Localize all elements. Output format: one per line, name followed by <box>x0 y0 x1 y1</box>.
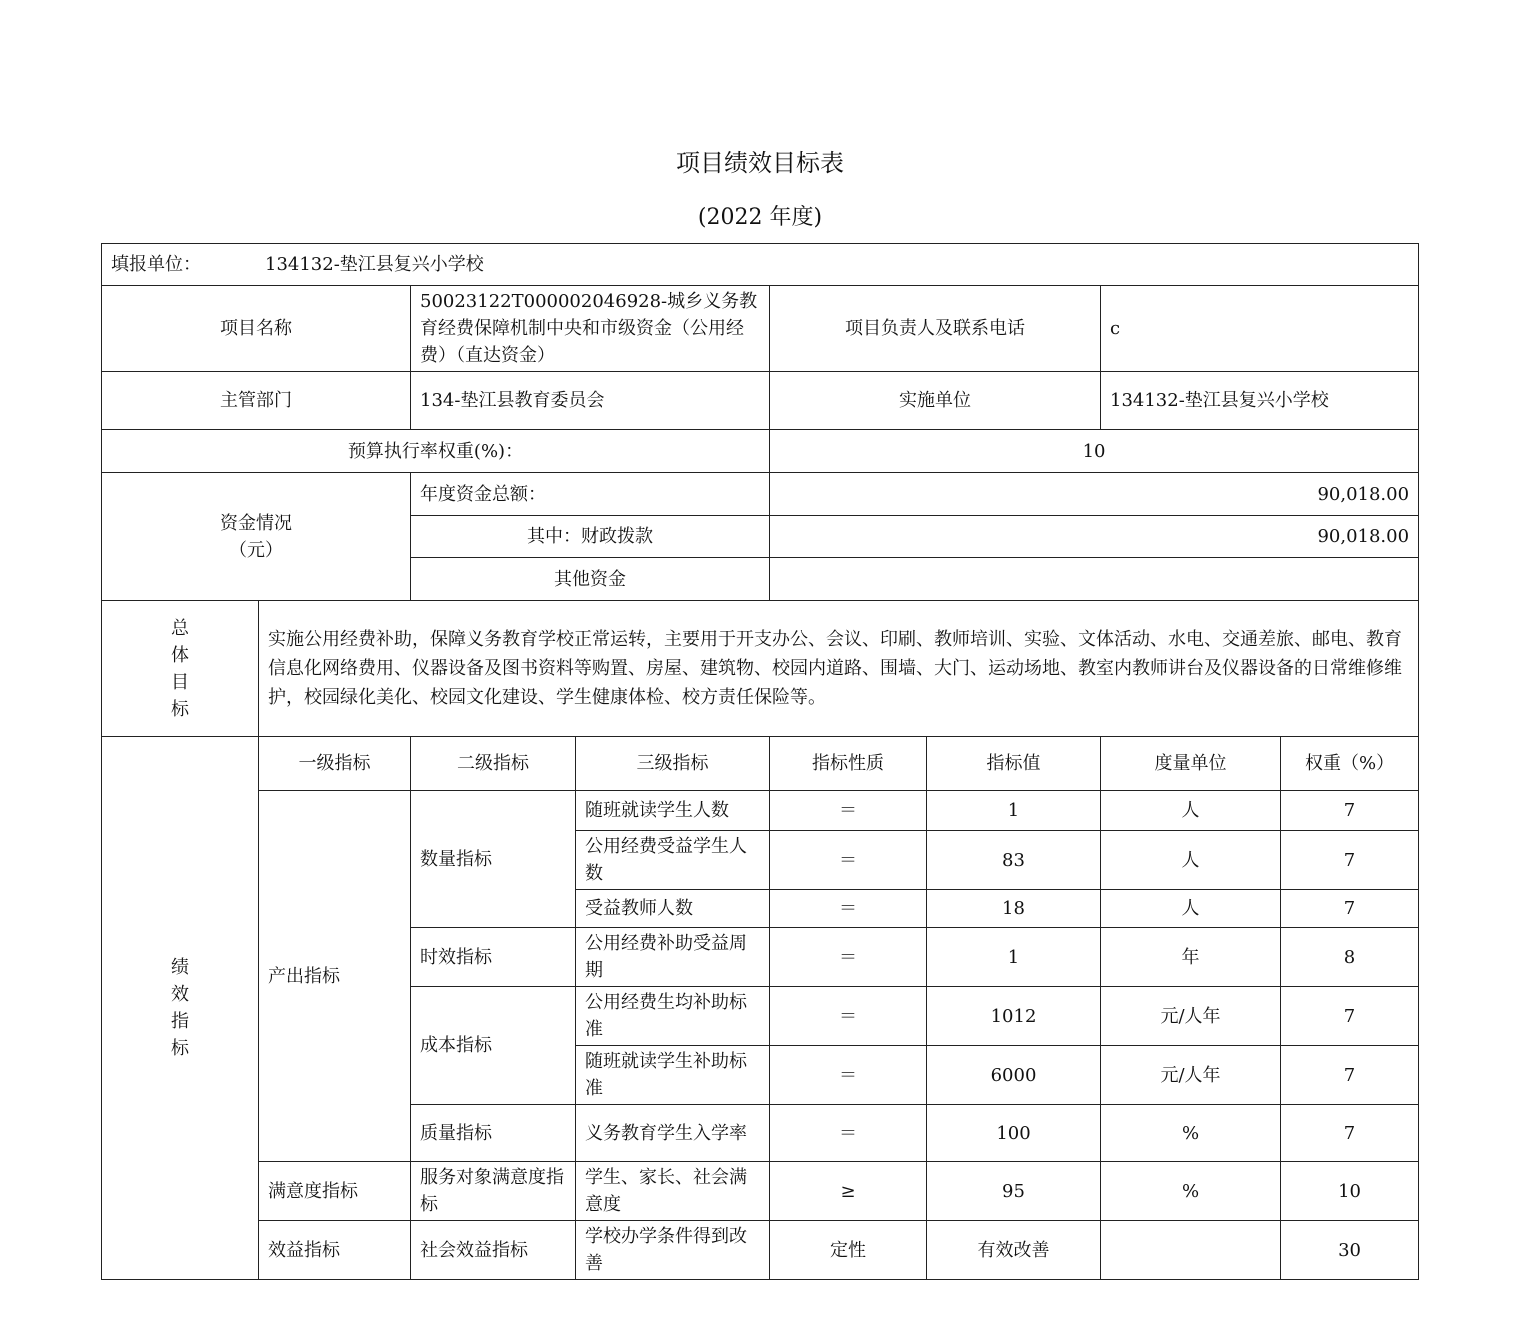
indicator-name: 义务教育学生入学率 <box>576 1105 770 1162</box>
indicator-value: 100 <box>927 1105 1101 1162</box>
indicator-weight: 8 <box>1281 928 1419 987</box>
indicator-nature: ＝ <box>770 1105 927 1162</box>
indicator-name: 随班就读学生补助标准 <box>576 1046 770 1105</box>
overall-goal-row <box>102 601 1419 737</box>
header-nature: 指标性质 <box>770 737 927 791</box>
budget-weight-value: 10 <box>770 430 1419 473</box>
indicator-name: 公用经费补助受益周期 <box>576 928 770 987</box>
impl-label: 实施单位 <box>770 372 1101 430</box>
group-timeliness: 时效指标 <box>411 928 576 987</box>
group-cost: 成本指标 <box>411 987 576 1105</box>
annual-total-value: 90,018.00 <box>770 473 1419 516</box>
dept-row <box>102 372 1419 430</box>
report-unit-row <box>102 244 1419 286</box>
overall-goal-text: 实施公用经费补助，保障义务教育学校正常运转，主要用于开支办公、会议、印刷、教师培训、实验、文体活动、水电、交通差旅、邮电、教育信息化网络费用、仪器设备及图书资料等购置、房屋、建筑物、校园内道路、围墙、大门、运动场地、教室内教师讲台及仪器设备的日常维修维护，校园绿化美化、校园文化建设、学生健康体检、校方责任保险等。 <box>259 601 1419 737</box>
indicator-weight: 30 <box>1281 1221 1419 1280</box>
table-row <box>102 791 1419 831</box>
group-social-benefit: 社会效益指标 <box>411 1221 576 1280</box>
header-level3: 三级指标 <box>576 737 770 791</box>
project-name-value: 50023122T000002046928-城乡义务教育经费保障机制中央和市级资金（公用经费）（直达资金） <box>411 286 770 372</box>
report-unit-value: 134132-垫江县复兴小学校 <box>265 254 484 275</box>
group-satisfaction: 满意度指标 <box>259 1162 411 1221</box>
header-level2: 二级指标 <box>411 737 576 791</box>
indicator-nature: ＝ <box>770 928 927 987</box>
project-name-label: 项目名称 <box>102 286 411 372</box>
indicator-unit: % <box>1101 1162 1281 1221</box>
indicator-weight: 7 <box>1281 890 1419 928</box>
group-service-satisfaction: 服务对象满意度指标 <box>411 1162 576 1221</box>
group-output: 产出指标 <box>259 791 411 1162</box>
indicator-unit: 人 <box>1101 791 1281 831</box>
project-name-row <box>102 286 1419 372</box>
indicator-weight: 7 <box>1281 791 1419 831</box>
indicator-weight: 7 <box>1281 831 1419 890</box>
fiscal-value: 90,018.00 <box>770 516 1419 558</box>
indicator-value: 83 <box>927 831 1101 890</box>
indicator-nature: ＝ <box>770 791 927 831</box>
perf-label: 绩 效 指 标 <box>102 737 259 1280</box>
indicator-name: 公用经费受益学生人数 <box>576 831 770 890</box>
report-unit-label: 填报单位： <box>111 254 201 275</box>
header-weight: 权重（%） <box>1281 737 1419 791</box>
fund-label-line1: 资金情况 <box>220 512 292 534</box>
budget-weight-label: 预算执行率权重(%)： <box>102 430 770 473</box>
indicator-unit: % <box>1101 1105 1281 1162</box>
indicator-unit: 元/人年 <box>1101 987 1281 1046</box>
group-benefit: 效益指标 <box>259 1221 411 1280</box>
indicator-unit: 年 <box>1101 928 1281 987</box>
indicator-name: 学生、家长、社会满意度 <box>576 1162 770 1221</box>
table-row <box>102 1221 1419 1280</box>
header-level1: 一级指标 <box>259 737 411 791</box>
indicator-nature: ≥ <box>770 1162 927 1221</box>
indicator-weight: 7 <box>1281 987 1419 1046</box>
header-unit: 度量单位 <box>1101 737 1281 791</box>
indicator-value: 18 <box>927 890 1101 928</box>
performance-target-table <box>101 243 1419 1280</box>
indicator-nature: ＝ <box>770 890 927 928</box>
fund-total-row <box>102 473 1419 516</box>
indicator-name: 受益教师人数 <box>576 890 770 928</box>
fund-label-line2: （元） <box>229 539 283 561</box>
indicator-name: 公用经费生均补助标准 <box>576 987 770 1046</box>
indicator-unit: 人 <box>1101 890 1281 928</box>
impl-value: 134132-垫江县复兴小学校 <box>1101 372 1419 430</box>
indicator-nature: ＝ <box>770 987 927 1046</box>
fiscal-label: 其中：财政拨款 <box>411 516 770 558</box>
fund-label <box>102 473 411 601</box>
page-title: 项目绩效目标表 <box>676 149 844 177</box>
dept-label: 主管部门 <box>102 372 411 430</box>
overall-goal-label: 总 体 目 标 <box>102 601 259 737</box>
indicator-value: 95 <box>927 1162 1101 1221</box>
contact-value: c <box>1101 286 1419 372</box>
indicator-value: 1 <box>927 791 1101 831</box>
header-value: 指标值 <box>927 737 1101 791</box>
group-quantity: 数量指标 <box>411 791 576 928</box>
budget-weight-row <box>102 430 1419 473</box>
indicator-value: 6000 <box>927 1046 1101 1105</box>
indicator-value: 有效改善 <box>927 1221 1101 1280</box>
other-value <box>770 558 1419 601</box>
indicator-name: 学校办学条件得到改善 <box>576 1221 770 1280</box>
indicator-value: 1012 <box>927 987 1101 1046</box>
indicator-value: 1 <box>927 928 1101 987</box>
table-row <box>102 1162 1419 1221</box>
indicator-unit <box>1101 1221 1281 1280</box>
group-quality: 质量指标 <box>411 1105 576 1162</box>
indicator-name: 随班就读学生人数 <box>576 791 770 831</box>
dept-value: 134-垫江县教育委员会 <box>411 372 770 430</box>
indicator-nature: ＝ <box>770 831 927 890</box>
indicator-header-row <box>102 737 1419 791</box>
indicator-weight: 10 <box>1281 1162 1419 1221</box>
annual-total-label: 年度资金总额： <box>411 473 770 516</box>
indicator-weight: 7 <box>1281 1046 1419 1105</box>
indicator-unit: 元/人年 <box>1101 1046 1281 1105</box>
indicator-nature: 定性 <box>770 1221 927 1280</box>
other-label: 其他资金 <box>411 558 770 601</box>
indicator-nature: ＝ <box>770 1046 927 1105</box>
contact-label: 项目负责人及联系电话 <box>770 286 1101 372</box>
indicator-weight: 7 <box>1281 1105 1419 1162</box>
indicator-unit: 人 <box>1101 831 1281 890</box>
page-subtitle: (2022 年度) <box>697 205 823 230</box>
